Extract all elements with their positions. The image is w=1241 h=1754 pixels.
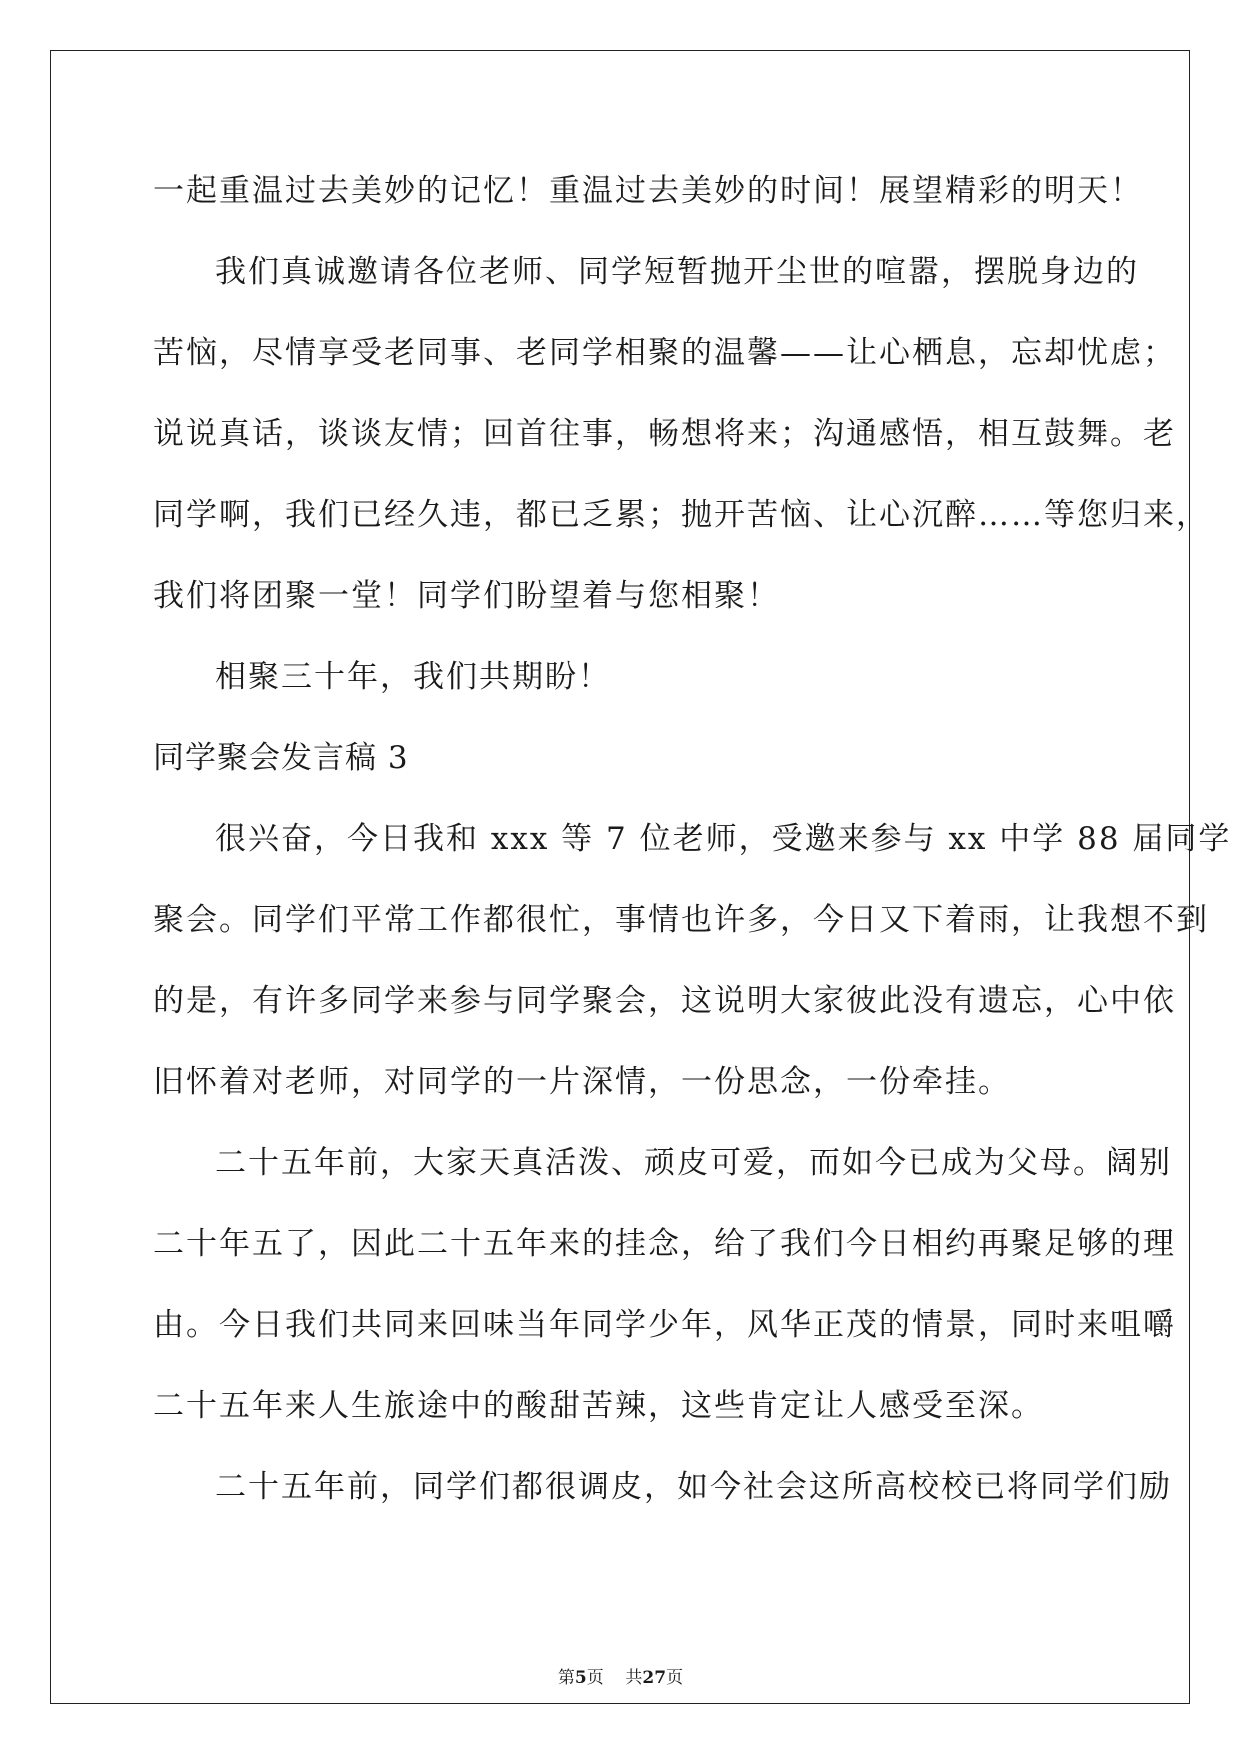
- section-heading: 同学聚会发言稿 3: [153, 740, 409, 776]
- text-line: 一起重温过去美妙的记忆！重温过去美妙的时间！展望精彩的明天！: [153, 173, 1143, 209]
- paragraph-start: 我们真诚邀请各位老师、同学短暂抛开尘世的喧嚣，摆脱身边的: [215, 254, 1139, 290]
- text-line: 同学啊，我们已经久违，都已乏累；抛开苦恼、让心沉醉……等您归来，: [153, 497, 1209, 533]
- paragraph-start: 很兴奋，今日我和 xxx 等 7 位老师，受邀来参与 xx 中学 88 届同学: [215, 821, 1232, 857]
- current-page-number: 5: [574, 1668, 587, 1688]
- text-line: 二十五年来人生旅途中的酸甜苦辣，这些肯定让人感受至深。: [153, 1388, 1044, 1424]
- text-line: 旧怀着对老师，对同学的一片深情，一份思念，一份牵挂。: [153, 1064, 1011, 1100]
- footer-total-suffix: 页: [666, 1668, 684, 1688]
- text-line: 的是，有许多同学来参与同学聚会，这说明大家彼此没有遗忘，心中依: [153, 983, 1176, 1019]
- total-page-count: 27: [642, 1668, 667, 1688]
- text-line: 二十年五了，因此二十五年来的挂念，给了我们今日相约再聚足够的理: [153, 1226, 1176, 1262]
- text-line: 苦恼，尽情享受老同事、老同学相聚的温馨——让心栖息，忘却忧虑；: [153, 335, 1176, 371]
- paragraph-start: 二十五年前，大家天真活泼、顽皮可爱，而如今已成为父母。阔别: [215, 1145, 1172, 1181]
- footer-page-suffix: 页: [586, 1668, 604, 1688]
- footer-prefix: 第: [557, 1668, 575, 1688]
- document-body: [153, 167, 1232, 1544]
- paragraph-start: 相聚三十年，我们共期盼！: [215, 659, 611, 695]
- text-line: 说说真话，谈谈友情；回首往事，畅想将来；沟通感悟，相互鼓舞。老: [153, 416, 1176, 452]
- text-line: 聚会。同学们平常工作都很忙，事情也许多，今日又下着雨，让我想不到: [153, 902, 1209, 938]
- page-number-footer: [0, 1663, 1241, 1688]
- text-line: 由。今日我们共同来回味当年同学少年，风华正茂的情景，同时来咀嚼: [153, 1307, 1176, 1343]
- paragraph-start: 二十五年前，同学们都很调皮，如今社会这所高校校已将同学们励: [215, 1469, 1172, 1505]
- footer-total-prefix: 共: [625, 1668, 643, 1688]
- text-line: 我们将团聚一堂！同学们盼望着与您相聚！: [153, 578, 780, 614]
